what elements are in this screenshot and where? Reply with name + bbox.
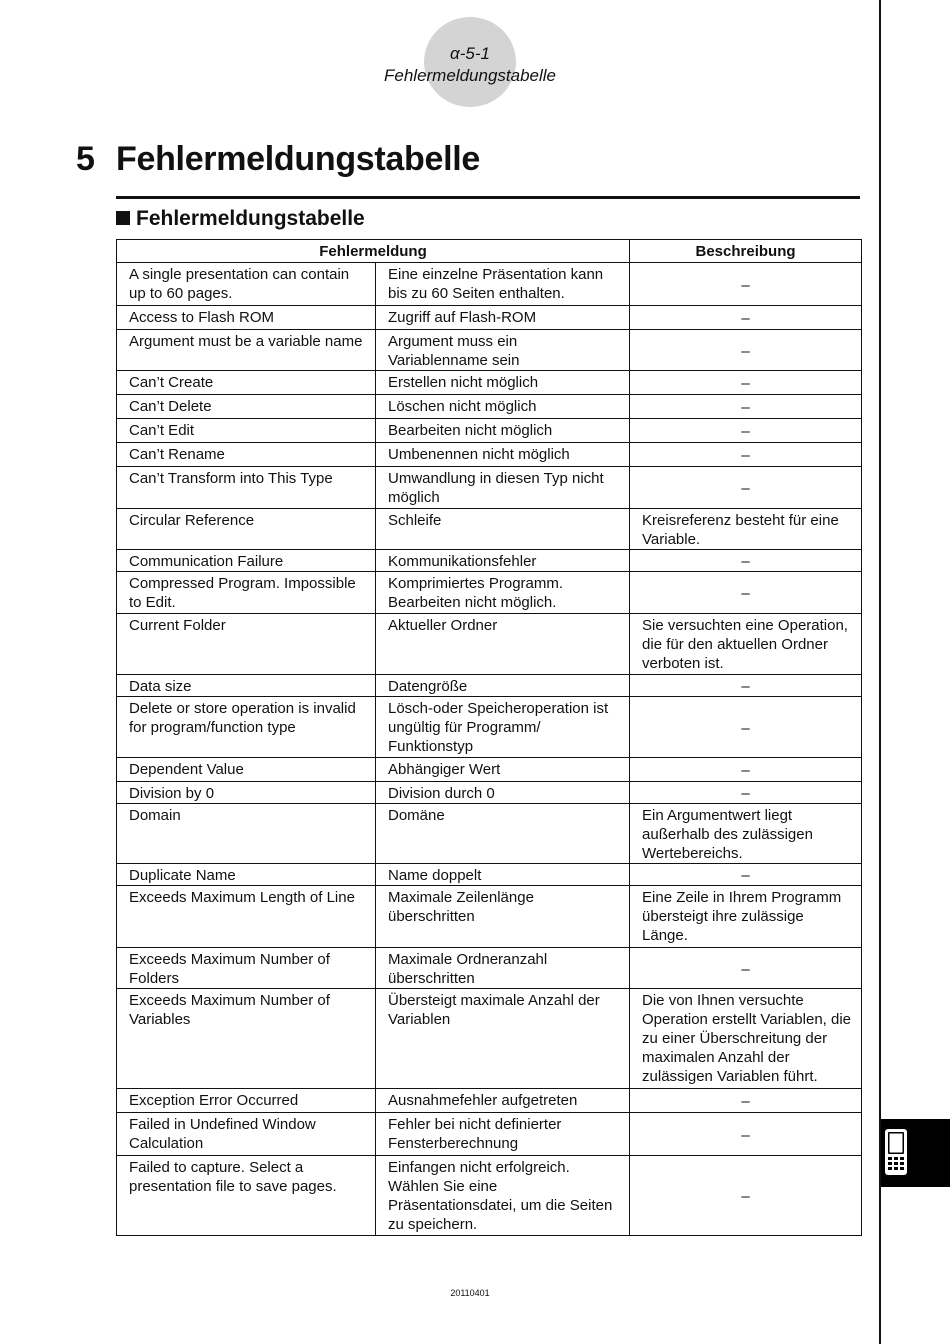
error-message-english: Argument must be a variable name — [117, 330, 376, 371]
section-bullet-icon — [116, 211, 130, 225]
error-message-english: Can’t Delete — [117, 395, 376, 419]
error-description: – — [630, 864, 862, 886]
error-message-german: Komprimiertes Programm. Bearbeiten nicht möglich. — [376, 572, 630, 614]
error-description: Sie versuchten eine Operation, die für den aktuellen Ordner verboten ist. — [630, 614, 862, 675]
error-message-german: Bearbeiten nicht möglich — [376, 419, 630, 443]
table-row — [117, 614, 862, 675]
table-row — [117, 443, 862, 467]
error-message-german: Maximale Zeilenlänge überschritten — [376, 886, 630, 948]
error-message-english: Can’t Rename — [117, 443, 376, 467]
table-row — [117, 330, 862, 371]
error-message-english: Delete or store operation is invalid for program/function type — [117, 697, 376, 758]
error-description: – — [630, 419, 862, 443]
table-row — [117, 675, 862, 697]
table-row — [117, 948, 862, 989]
footer-code: 20110401 — [450, 1288, 490, 1298]
chapter-title: Fehlermeldungstabelle — [116, 140, 481, 178]
title-rule — [116, 196, 860, 199]
error-message-english: Failed to capture. Select a presentation file to save pages. — [117, 1156, 376, 1236]
error-message-german: Name doppelt — [376, 864, 630, 886]
error-message-german: Datengröße — [376, 675, 630, 697]
error-message-german: Schleife — [376, 509, 630, 550]
error-description: – — [630, 1089, 862, 1113]
error-message-english: Access to Flash ROM — [117, 306, 376, 330]
chapter-number: 5 — [76, 140, 95, 178]
table-row — [117, 572, 862, 614]
error-message-german: Fehler bei nicht definierter Fensterberechnung — [376, 1113, 630, 1156]
error-description: – — [630, 306, 862, 330]
error-description: – — [630, 395, 862, 419]
table-row — [117, 782, 862, 804]
error-message-german: Abhängiger Wert — [376, 758, 630, 782]
error-description: – — [630, 443, 862, 467]
chapter-side-tab — [881, 1119, 950, 1187]
calculator-icon — [881, 1119, 950, 1187]
error-message-german: Aktueller Ordner — [376, 614, 630, 675]
error-description: – — [630, 263, 862, 306]
error-description: – — [630, 1113, 862, 1156]
error-message-english: Data size — [117, 675, 376, 697]
chapter-heading — [76, 140, 480, 179]
error-message-german: Division durch 0 — [376, 782, 630, 804]
error-description: – — [630, 330, 862, 371]
page-number: α-5-1 — [450, 44, 490, 63]
error-message-english: Compressed Program. Impossible to Edit. — [117, 572, 376, 614]
error-message-german: Zugriff auf Flash-ROM — [376, 306, 630, 330]
error-message-english: Domain — [117, 804, 376, 864]
table-row — [117, 550, 862, 572]
error-message-german: Erstellen nicht möglich — [376, 371, 630, 395]
table-row — [117, 1156, 862, 1236]
error-description: Ein Argumentwert liegt außerhalb des zulässigen Wertebereichs. — [630, 804, 862, 864]
error-description: Kreisreferenz besteht für eine Variable. — [630, 509, 862, 550]
error-message-english: Dependent Value — [117, 758, 376, 782]
error-description: Eine Zeile in Ihrem Programm übersteigt ihre zulässige Länge. — [630, 886, 862, 948]
table-row — [117, 697, 862, 758]
error-description: – — [630, 371, 862, 395]
table-row — [117, 395, 862, 419]
section-title: Fehlermeldungstabelle — [136, 207, 365, 230]
table-row — [117, 864, 862, 886]
column-header-message: Fehlermeldung — [117, 240, 630, 263]
error-description: – — [630, 675, 862, 697]
error-message-german: Umwandlung in diesen Typ nicht möglich — [376, 467, 630, 509]
error-message-english: Circular Reference — [117, 509, 376, 550]
table-header-row — [117, 240, 862, 263]
error-message-german: Eine einzelne Präsentation kann bis zu 60 Seiten enthalten. — [376, 263, 630, 306]
error-description: – — [630, 782, 862, 804]
table-row — [117, 467, 862, 509]
error-message-german: Umbenennen nicht möglich — [376, 443, 630, 467]
table-row — [117, 263, 862, 306]
error-message-english: Current Folder — [117, 614, 376, 675]
table-row — [117, 509, 862, 550]
error-message-german: Lösch-oder Speicheroperation ist ungültig für Programm/ Funktionstyp — [376, 697, 630, 758]
table-row — [117, 1089, 862, 1113]
table-row — [117, 419, 862, 443]
error-message-english: Can’t Create — [117, 371, 376, 395]
error-message-english: Exceeds Maximum Number of Folders — [117, 948, 376, 989]
section-heading — [116, 207, 365, 231]
table-row — [117, 306, 862, 330]
table-row — [117, 758, 862, 782]
error-description: – — [630, 697, 862, 758]
error-message-german: Löschen nicht möglich — [376, 395, 630, 419]
error-message-german: Einfangen nicht erfolgreich. Wählen Sie eine Präsentationsdatei, um die Seiten zu speichern. — [376, 1156, 630, 1236]
table-row — [117, 886, 862, 948]
error-message-english: Communication Failure — [117, 550, 376, 572]
error-message-german: Kommunikationsfehler — [376, 550, 630, 572]
error-message-english: Duplicate Name — [117, 864, 376, 886]
error-description: Die von Ihnen versuchte Operation erstellt Variablen, die zu einer Überschreitung der maximalen Anzahl der zulässigen Variablen führt. — [630, 989, 862, 1089]
error-description: – — [630, 1156, 862, 1236]
error-message-table — [116, 239, 862, 1236]
error-message-german: Maximale Ordneranzahl überschritten — [376, 948, 630, 989]
table-body — [117, 263, 862, 1236]
table-row — [117, 804, 862, 864]
table-row — [117, 371, 862, 395]
error-message-english: Division by 0 — [117, 782, 376, 804]
table-row — [117, 1113, 862, 1156]
error-message-english: Can’t Edit — [117, 419, 376, 443]
error-message-english: Can’t Transform into This Type — [117, 467, 376, 509]
running-title: Fehlermeldungstabelle — [384, 66, 556, 85]
error-description: – — [630, 758, 862, 782]
column-header-description: Beschreibung — [630, 240, 862, 263]
error-message-german: Übersteigt maximale Anzahl der Variablen — [376, 989, 630, 1089]
error-message-german: Ausnahmefehler aufgetreten — [376, 1089, 630, 1113]
error-description: – — [630, 572, 862, 614]
error-description: – — [630, 467, 862, 509]
error-message-english: Exceeds Maximum Number of Variables — [117, 989, 376, 1089]
error-message-german: Argument muss ein Variablenname sein — [376, 330, 630, 371]
error-description: – — [630, 550, 862, 572]
error-message-english: Exception Error Occurred — [117, 1089, 376, 1113]
table-row — [117, 989, 862, 1089]
error-description: – — [630, 948, 862, 989]
error-message-german: Domäne — [376, 804, 630, 864]
error-message-english: Failed in Undefined Window Calculation — [117, 1113, 376, 1156]
error-message-english: A single presentation can contain up to 60 pages. — [117, 263, 376, 306]
error-message-english: Exceeds Maximum Length of Line — [117, 886, 376, 948]
